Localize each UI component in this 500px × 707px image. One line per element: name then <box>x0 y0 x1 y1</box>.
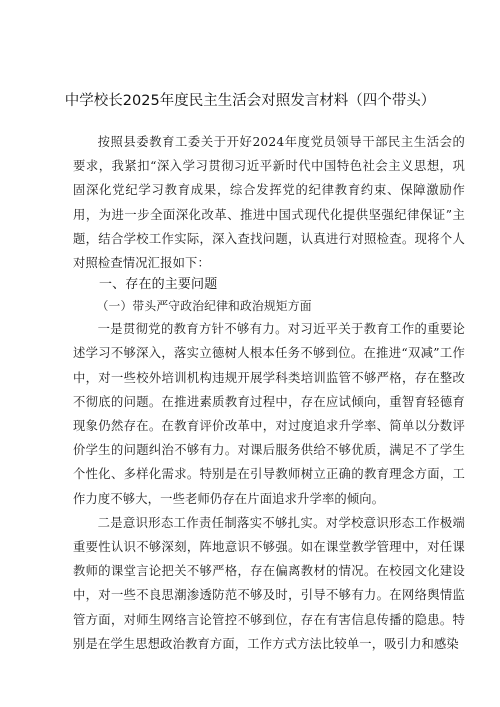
paragraph-1: 一是贯彻党的教育方针不够有力。对习近平关于教育工作的重要论述学习不够深入，落实立德树人根本任务不够到位。在推进“双减”工作中，对一些校外培训机构违规开展学科类培训监管不够严格，存在整改不彻底的问题。在推进素质教育过程中，存在应试倾向，重智育轻德育现象仍然存在。在教育评价改革中，对过度追求升学率、简单以分数评价学生的问题纠治不够有力。对课后服务供给不够优质，满足不了学生个性化、多样化需求。特别是在引导教师树立正确的教育理念方面，工作力度不够大，一些老师仍存在片面追求升学率的倾向。 <box>73 322 465 506</box>
document-body <box>73 130 465 656</box>
intro-paragraph: 按照县委教育工委关于开好2024年度党员领导干部民主生活会的要求，我紧扣“深入学习贯彻习近平新时代中国特色社会主义思想，巩固深化党纪学习教育成果，综合发挥党的纪律教育约束、保障激励作用，为进一步全面深化改革、推进中国式现代化提供坚强纪律保证”主题，结合学校工作实际，深入查找问题，认真进行对照检查。现将个人对照检查情况汇报如下： <box>73 135 465 271</box>
subsection-heading: （一）带头严守政治纪律和政治规矩方面 <box>96 299 312 314</box>
paragraph-2: 二是意识形态工作责任制落实不够扎实。对学校意识形态工作极端重要性认识不够深刻，阵地意识不够强。如在课堂教学管理中，对任课教师的课堂言论把关不够严格，存在偏离教材的情况。在校园文化建设中，对一些不良思潮渗透防范不够及时，引导不够有力。在网络舆情监管方面，对师生网络言论管控不够到位，存在有害信息传播的隐患。特别是在学生思想政治教育方面，工作方式方法比较单一，吸引力和感染 <box>73 515 465 651</box>
section-heading: 一、存在的主要问题 <box>99 277 218 293</box>
document-title: 中学校长2025年度民主生活会对照发言材料（四个带头） <box>64 93 436 109</box>
